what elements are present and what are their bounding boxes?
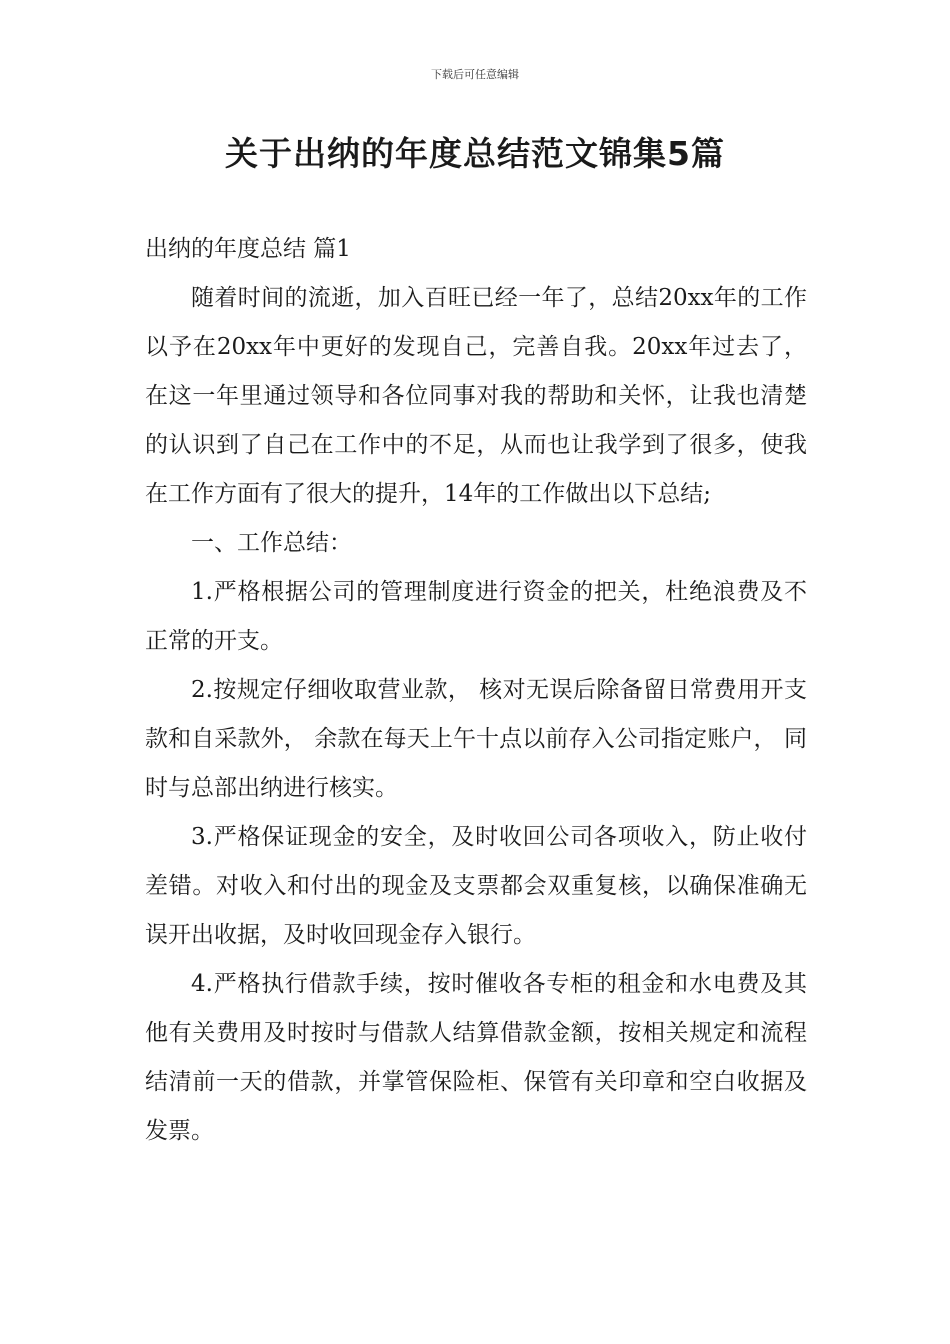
document-title: 关于出纳的年度总结范文锦集5篇 [225,134,725,173]
summary-item-3: 3.严格保证现金的安全，及时收回公司各项收入，防止收付差错。对收入和付出的现金及支票都会双重复核，以确保准确无误开出收据，及时收回现金存入银行。 [145,824,807,948]
summary-item-4: 4.严格执行借款手续，按时催收各专柜的租金和水电费及其他有关费用及时按时与借款人结算借款金额，按相关规定和流程结清前一天的借款，并掌管保险柜、保管有关印章和空白收据及发票。 [145,971,807,1144]
header-note: 下载后可任意编辑 [431,68,519,81]
section-heading: 出纳的年度总结 篇1 [145,236,351,262]
summary-item-1: 1.严格根据公司的管理制度进行资金的把关，杜绝浪费及不正常的开支。 [145,579,807,654]
summary-item-2: 2.按规定仔细收取营业款， 核对无误后除备留日常费用开支款和自采款外， 余款在每天上午十点以前存入公司指定账户， 同时与总部出纳进行核实。 [145,677,807,801]
intro-paragraph: 随着时间的流逝，加入百旺已经一年了，总结20xx年的工作以予在20xx年中更好的发现自己，完善自我。20xx年过去了，在这一年里通过领导和各位同事对我的帮助和关怀，让我也清楚的认识到了自己在工作中的不足，从而也让我学到了很多，使我在工作方面有了很大的提升，14年的工作做出以下总结; [145,285,807,507]
work-summary-heading: 一、工作总结： [191,530,352,556]
document-body [145,225,807,1156]
